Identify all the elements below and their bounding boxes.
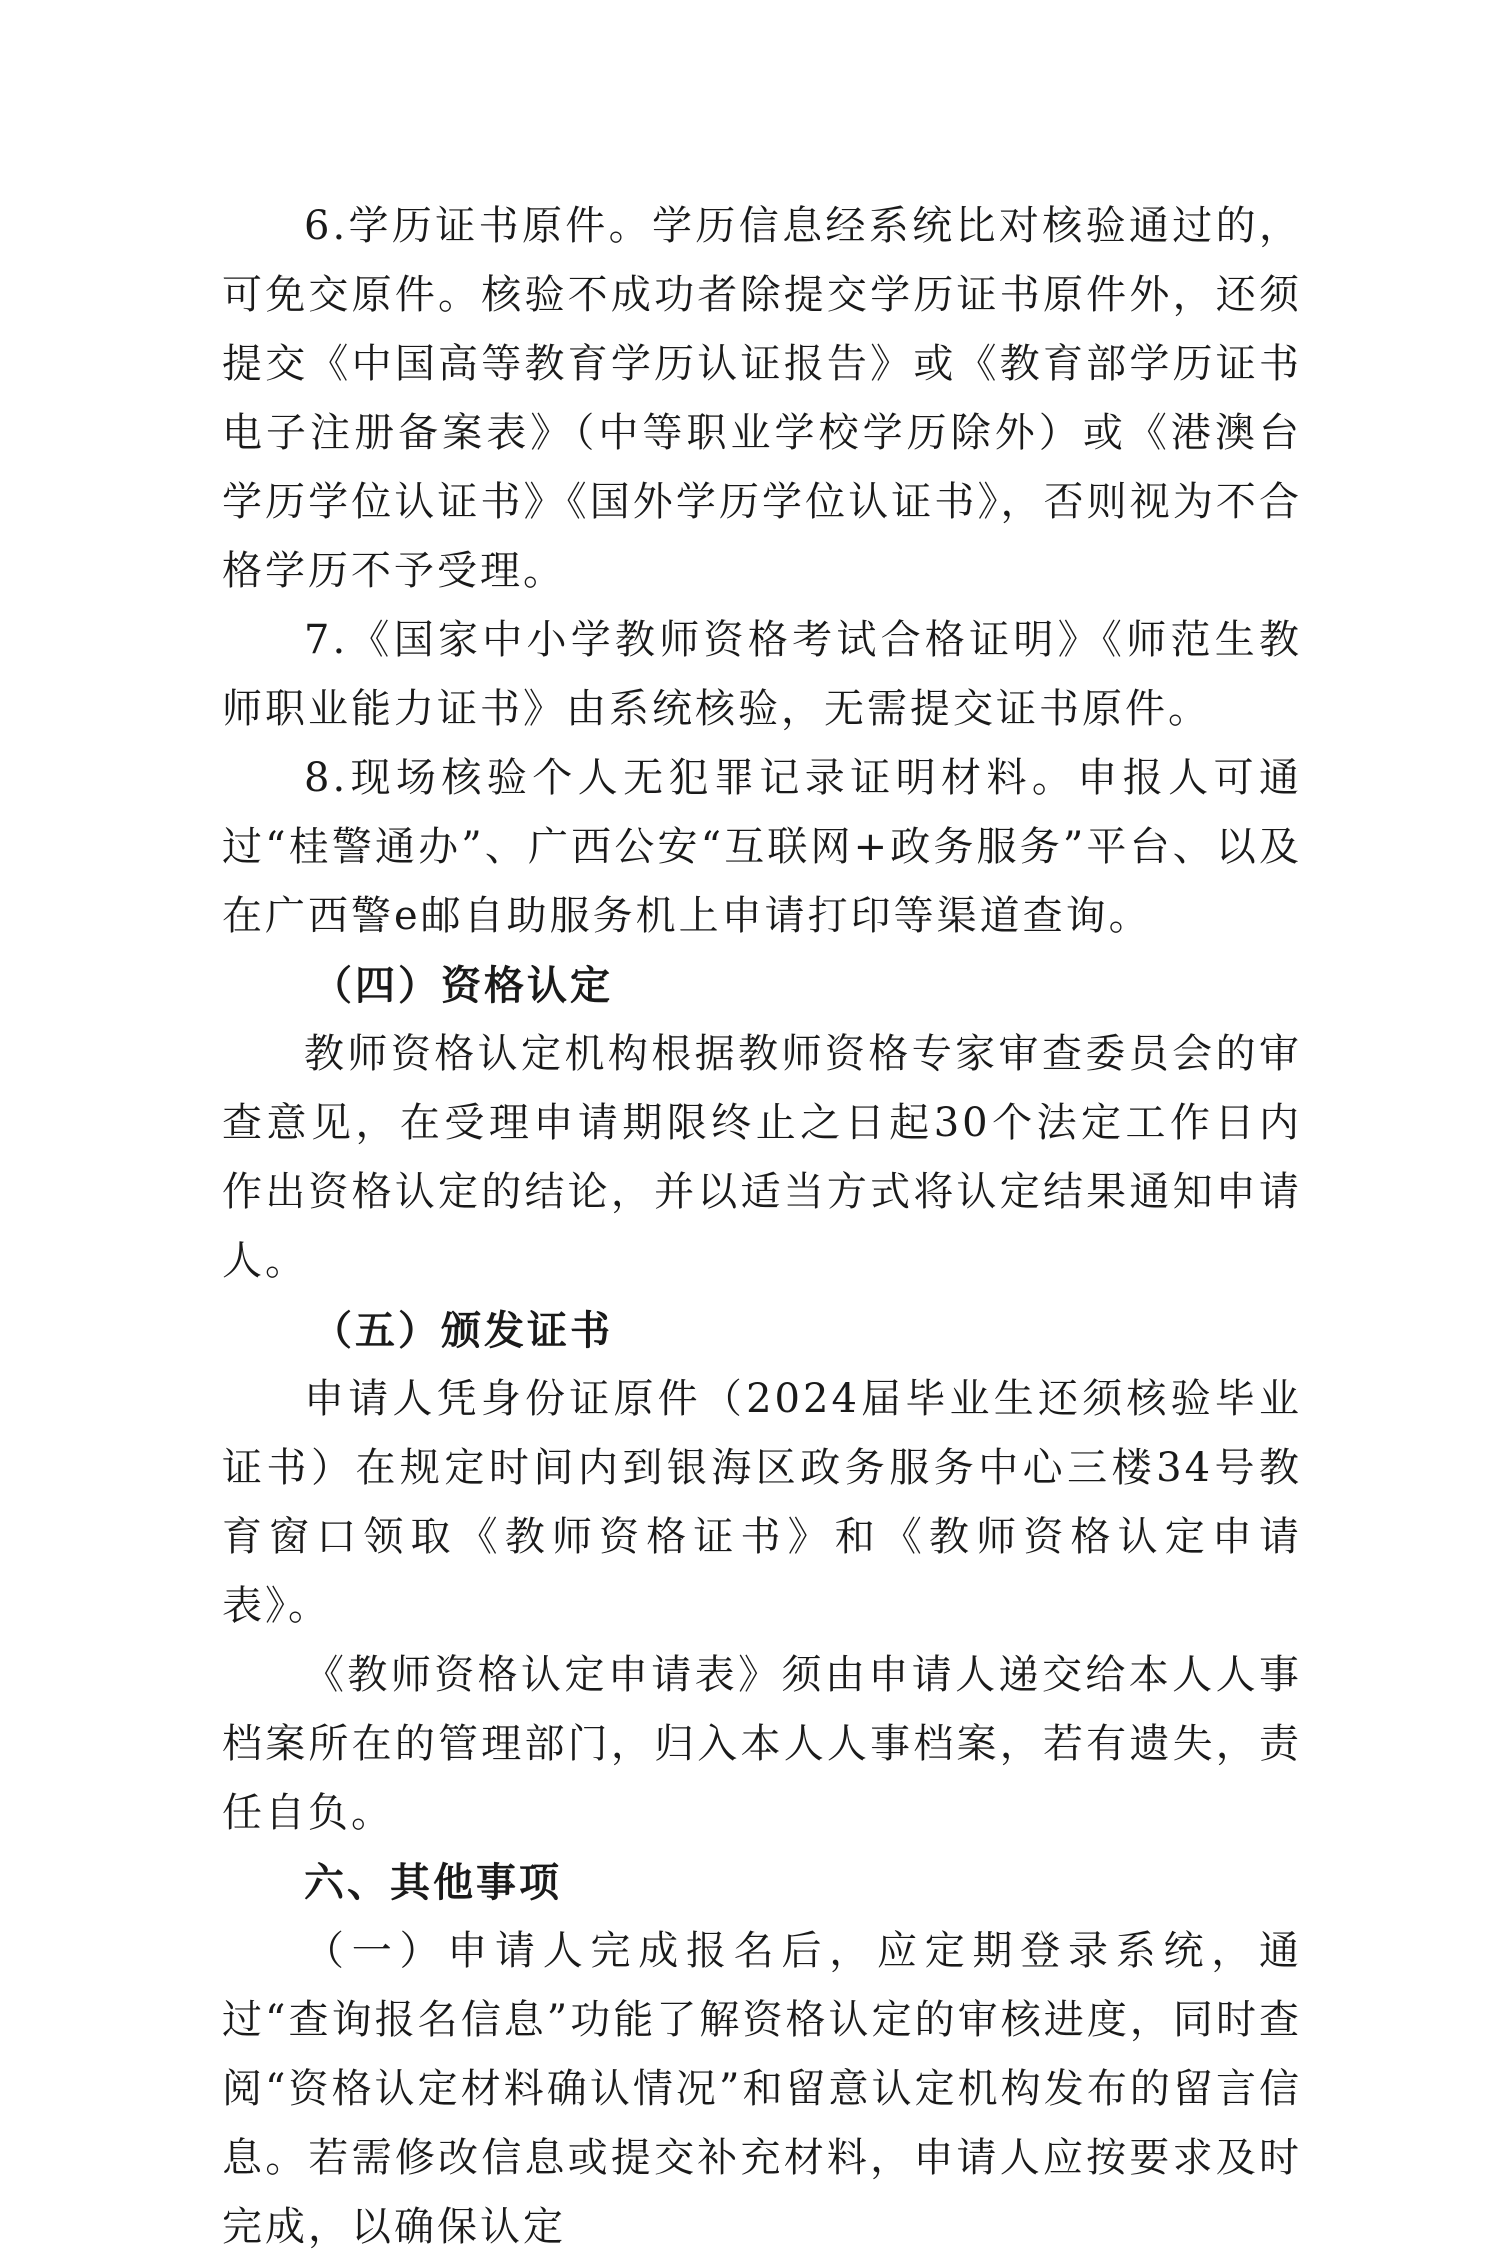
paragraph-other-matters-1: （一）申请人完成报名后，应定期登录系统，通过“查询报名信息”功能了解资格认定的审核进度，同时查阅“资格认定材料确认情况”和留意认定机构发布的留言信息。若需修改信息或提交补充材料，申请人应按要求及时完成，以确保认定 [222,1928,1302,2250]
paragraph-certificate-pickup: 申请人凭身份证原件（2024届毕业生还须核验毕业证书）在规定时间内到银海区政务服务中心三楼34号教育窗口领取《教师资格证书》和《教师资格认定申请表》。 [222,1376,1302,1629]
paragraph-application-form: 《教师资格认定申请表》须由申请人递交给本人人事档案所在的管理部门，归入本人人事档案，若有遗失，责任自负。 [222,1652,1302,1836]
section-heading-certificate: （五）颁发证书 [312,1307,613,1354]
paragraph-item-7: 7.《国家中小学教师资格考试合格证明》《师范生教师职业能力证书》由系统核验，无需提交证书原件。 [222,617,1302,732]
paragraph-qualification: 教师资格认定机构根据教师资格专家审查委员会的审查意见，在受理申请期限终止之日起30个法定工作日内作出资格认定的结论，并以适当方式将认定结果通知申请人。 [222,1031,1302,1284]
section-heading-other-matters: 六、其他事项 [304,1859,562,1906]
section-heading-qualification: （四）资格认定 [312,962,613,1009]
document-body [222,192,1302,2262]
paragraph-item-8: 8.现场核验个人无犯罪记录证明材料。申报人可通过“桂警通办”、广西公安“互联网+政务服务”平台、以及在广西警e邮自助服务机上申请打印等渠道查询。 [222,755,1302,939]
paragraph-item-6: 6.学历证书原件。学历信息经系统比对核验通过的，可免交原件。核验不成功者除提交学历证书原件外，还须提交《中国高等教育学历认证报告》或《教育部学历证书电子注册备案表》（中等职业学校学历除外）或《港澳台学历学位认证书》《国外学历学位认证书》，否则视为不合格学历不予受理。 [222,203,1302,594]
